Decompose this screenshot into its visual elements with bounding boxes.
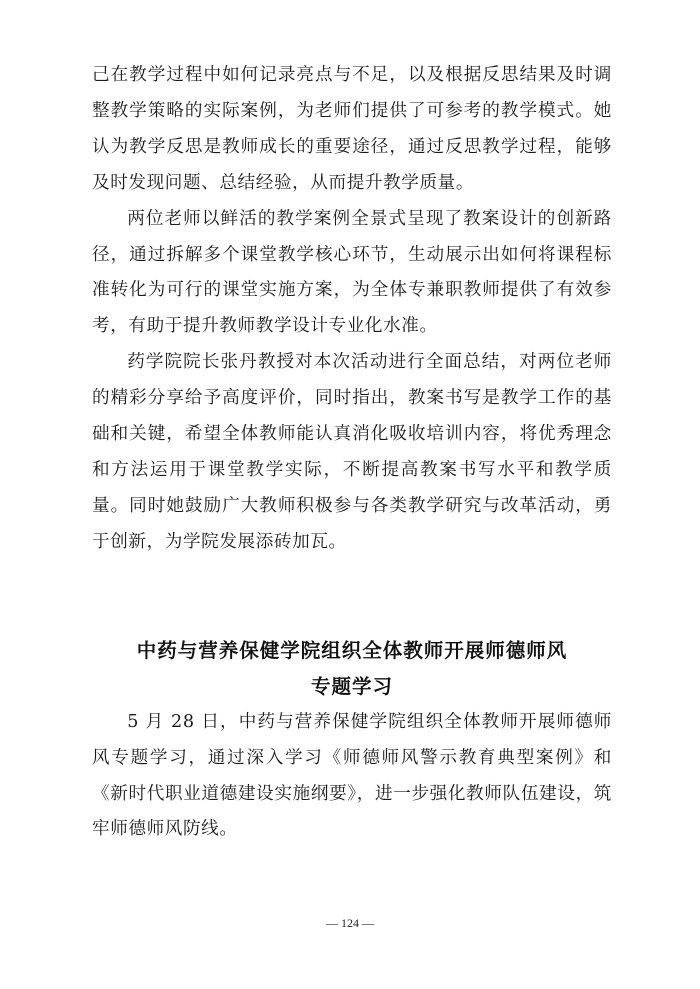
document-page xyxy=(92,58,612,848)
page-number: — 124 — xyxy=(326,916,374,930)
paragraph-dean-summary: 药学院院长张丹教授对本次活动进行全面总结，对两位老师的精彩分享给予高度评价，同时指出，教案书写是教学工作的基础和关键，希望全体教师能认真消化吸收培训内容，将优秀理念和方法运用于课堂教学实际，不断提高教案书写水平和教学质量。同时她鼓励广大教师积极参与各类教学研究与改革活动，勇于创新，为学院发展添砖加瓦。 xyxy=(92,352,612,552)
section-title-line1: 中药与营养保健学院组织全体教师开展师德师风 xyxy=(136,638,568,662)
section-body-paragraph: 5 月 28 日，中药与营养保健学院组织全体教师开展师德师风专题学习，通过深入学习《师德师风警示教育典型案例》和《新时代职业道德建设实施纲要》，进一步强化教师队伍建设，筑牢师德师风防线。 xyxy=(92,711,612,840)
section-heading xyxy=(92,633,612,705)
paragraph-two-teachers: 两位老师以鲜活的教学案例全景式呈现了教案设计的创新路径，通过拆解多个课堂教学核心环节，生动展示出如何将课程标准转化为可行的课堂实施方案，为全体专兼职教师提供了有效参考，有助于提升教师教学设计专业化水准。 xyxy=(92,208,612,337)
paragraph-continued: 己在教学过程中如何记录亮点与不足，以及根据反思结果及时调整教学策略的实际案例，为老师们提供了可参考的教学模式。她认为教学反思是教师成长的重要途径，通过反思教学过程，能够及时发现问题、总结经验，从而提升教学质量。 xyxy=(92,65,612,193)
section-title-line2: 专题学习 xyxy=(310,674,393,698)
